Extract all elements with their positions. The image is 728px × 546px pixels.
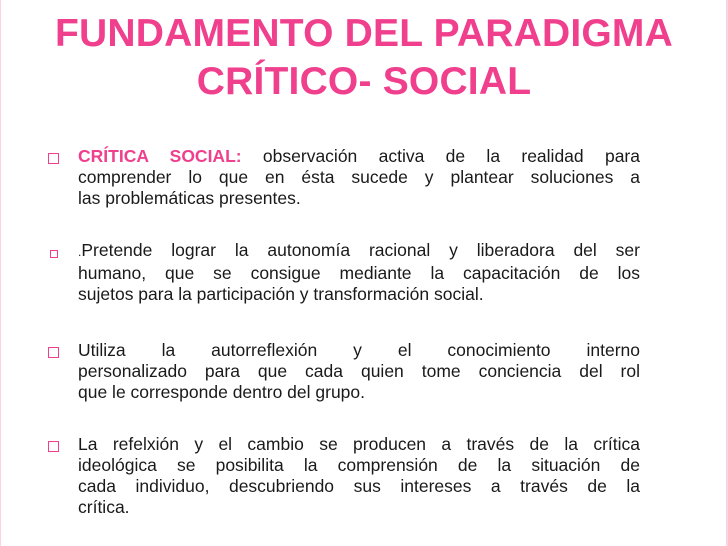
bullet-item-pretende <box>48 240 640 305</box>
bullet-item-reflexion <box>48 434 640 518</box>
bullet-line: comprender lo que en ésta sucede y plantear soluciones a <box>78 167 640 187</box>
bullet-text <box>78 434 640 518</box>
bullet-line: La refelxión y el cambio se producen a través de la crítica <box>78 434 640 454</box>
square-bullet-icon <box>48 441 59 452</box>
bullet-line: que le corresponde dentro del grupo. <box>78 382 366 402</box>
bullet-line: personalizado para que cada quien tome conciencia del rol <box>78 361 640 381</box>
bullet-prefix: . <box>78 245 82 259</box>
bullet-item-critica-social <box>48 146 640 209</box>
bullet-text <box>78 146 640 209</box>
title-line-1: FUNDAMENTO DEL PARADIGMA <box>55 12 673 55</box>
bullet-line: crítica. <box>78 497 130 517</box>
bullet-line: cada individuo, descubriendo sus intereses a través de la <box>78 476 640 496</box>
bullet-line: humano, que se consigue mediante la capacitación de los <box>78 263 640 283</box>
square-bullet-icon <box>48 153 59 164</box>
bullet-line: Pretende lograr la autonomía racional y liberadora del ser <box>81 240 640 260</box>
title-line-2: CRÍTICO- SOCIAL <box>196 60 532 103</box>
bullet-line: ideológica se posibilita la comprensión de la situación de <box>78 455 640 475</box>
square-bullet-icon <box>50 250 58 258</box>
bullet-lead: CRÍTICA SOCIAL: <box>78 146 242 166</box>
bullet-line: observación activa de la realidad para <box>241 146 640 166</box>
bullet-line: las problemáticas presentes. <box>78 188 301 208</box>
bullet-text <box>78 340 640 403</box>
slide-title <box>40 10 688 106</box>
bullet-item-utiliza <box>48 340 640 403</box>
bullet-line: sujetos para la participación y transformación social. <box>78 284 484 304</box>
square-bullet-icon <box>48 347 59 358</box>
bullet-text <box>78 240 640 305</box>
bullet-line: Utiliza la autorreflexión y el conocimiento interno <box>78 340 640 360</box>
